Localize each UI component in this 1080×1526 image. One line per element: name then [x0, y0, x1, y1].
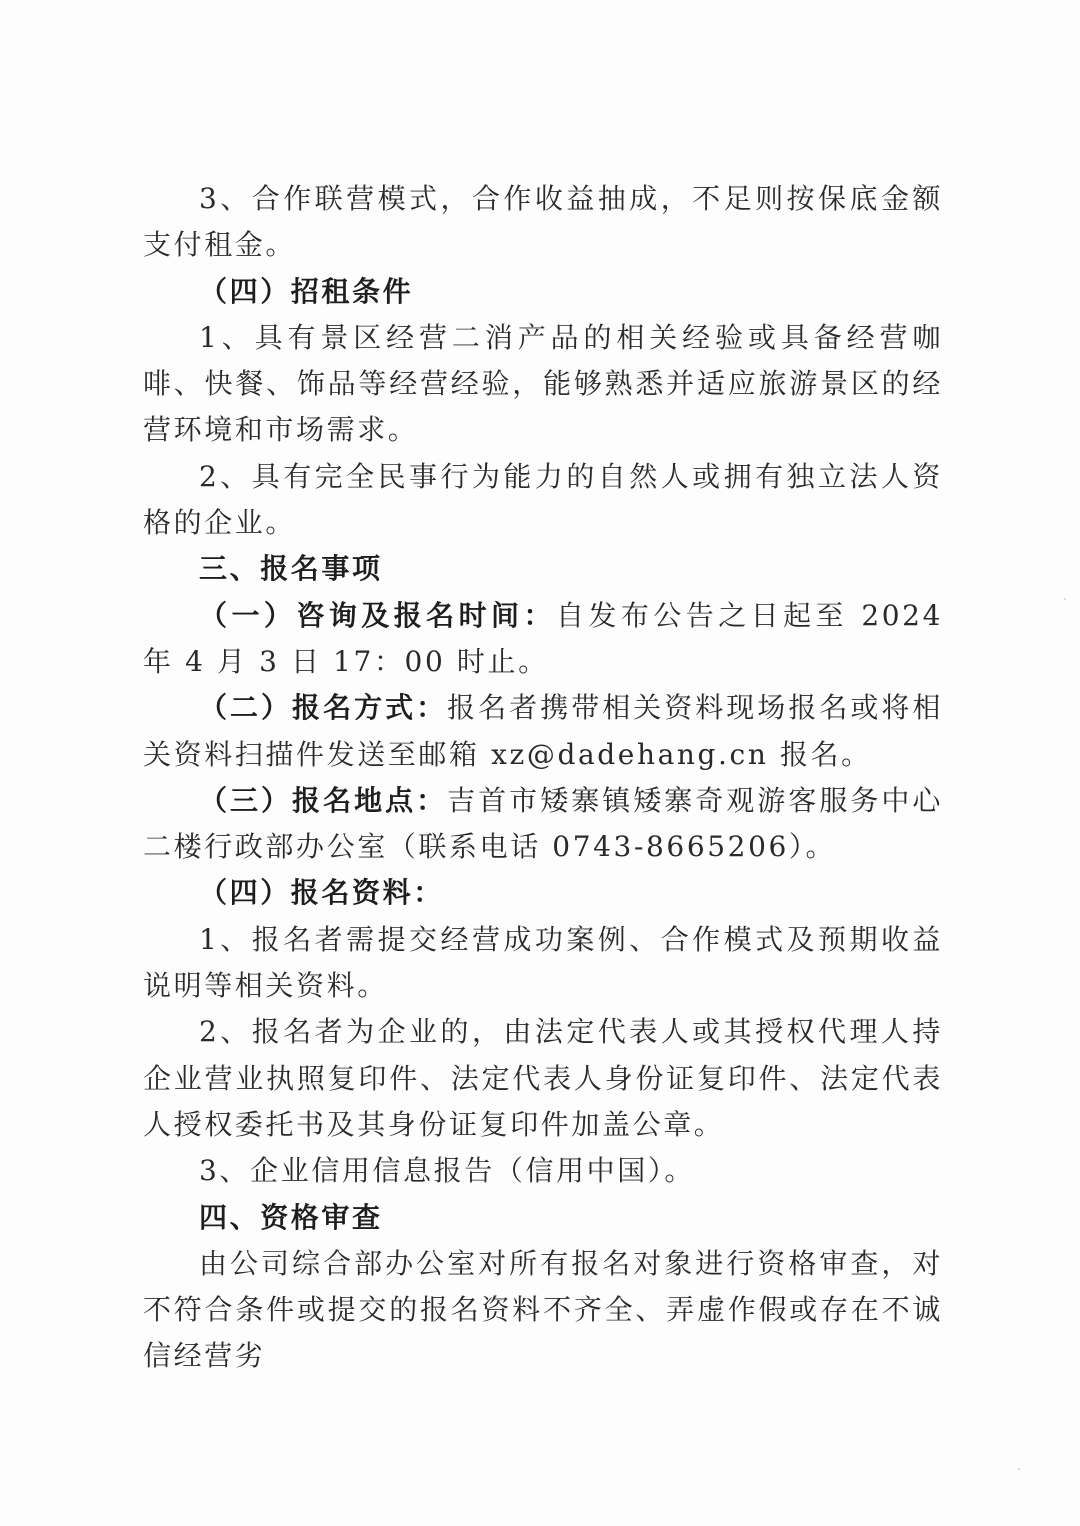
heading-leasing-conditions: （四）招租条件	[199, 274, 414, 308]
scan-speck	[1018, 1468, 1020, 1470]
paragraph-rent-mode-3: 3、合作联营模式，合作收益抽成，不足则按保底金额支付租金。	[143, 182, 943, 262]
paragraph-condition-1: 1、具有景区经营二消产品的相关经验或具备经营咖啡、快餐、饰品等经营经验，能够熟悉并适应旅游景区的经营环境和市场需求。	[143, 320, 943, 447]
value-registration-location: 吉首市矮寨镇矮寨奇观游客服务中心二楼行政部办公室（联系电话 0743-8665206）。	[143, 783, 943, 864]
paragraph-material-2: 2、报名者为企业的，由法定代表人或其授权代理人持企业营业执照复印件、法定代表人身份证复印件、法定代表人授权委托书及其身份证复印件加盖公章。	[143, 1015, 943, 1141]
paragraph-condition-2: 2、具有完全民事行为能力的自然人或拥有独立法人资格的企业。	[143, 459, 943, 540]
paragraph-registration-time	[143, 593, 943, 686]
label-registration-time: （一）咨询及报名时间：	[199, 598, 556, 632]
label-registration-location: （三）报名地点：	[199, 783, 448, 817]
paragraph-review-process: 由公司综合部办公室对所有报名对象进行资格审查，对不符合条件或提交的报名资料不齐全、弄虚作假或存在不诚信经营劣	[143, 1246, 943, 1373]
label-registration-method: （二）报名方式：	[199, 691, 448, 725]
scan-speck	[1064, 598, 1066, 600]
heading-registration-matters: 三、报名事项	[199, 552, 383, 586]
heading-registration-materials: （四）报名资料：	[199, 876, 444, 910]
paragraph-registration-location	[143, 778, 943, 871]
heading-qualification-review: 四、资格审查	[199, 1200, 383, 1234]
value-registration-method: 报名者携带相关资料现场报名或将相关资料扫描件发送至邮箱 xz@dadehang.cn 报名。	[143, 691, 943, 771]
paragraph-registration-method	[143, 685, 943, 778]
document-body	[143, 176, 943, 1380]
paragraph-material-1: 1、报名者需提交经营成功案例、合作模式及预期收益说明等相关资料。	[143, 922, 943, 1003]
paragraph-material-3: 3、企业信用信息报告（信用中国）。	[199, 1154, 696, 1188]
value-registration-time: 自发布公告之日起至 2024 年 4 月 3 日 17：00 时止。	[143, 598, 944, 678]
